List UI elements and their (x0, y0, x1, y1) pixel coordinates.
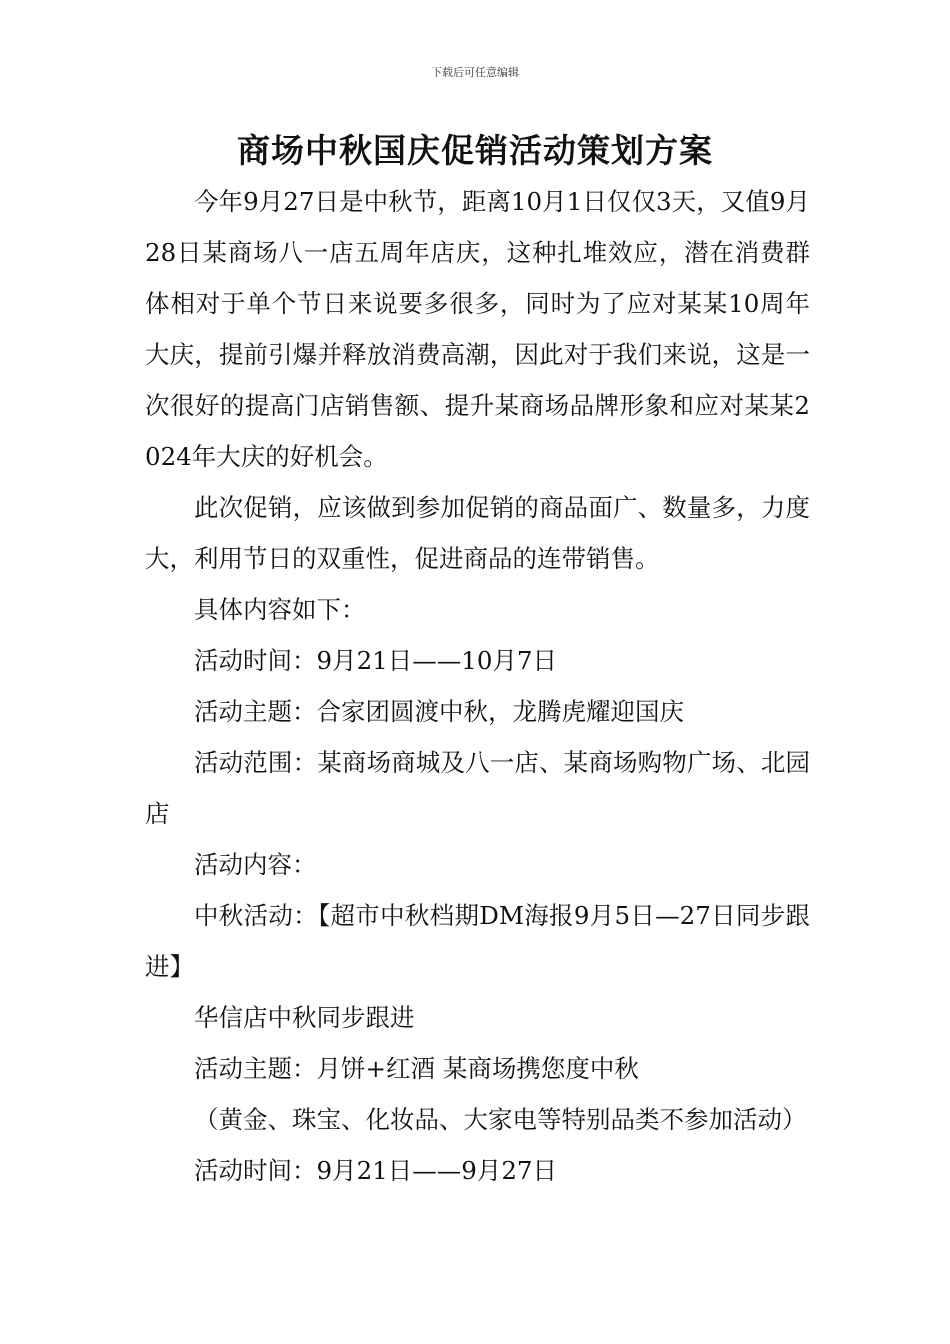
document-body (145, 176, 810, 1196)
document-title: 商场中秋国庆促销活动策划方案 (237, 131, 713, 170)
paragraph-mid-autumn-time: 活动时间：9月21日——9月27日 (194, 1156, 558, 1185)
paragraph-huaxin-store: 华信店中秋同步跟进 (194, 1003, 415, 1032)
paragraph-excluded-categories: （黄金、珠宝、化妆品、大家电等特别品类不参加活动） (194, 1105, 807, 1134)
paragraph-activity-time: 活动时间：9月21日——10月7日 (194, 646, 558, 675)
paragraph-mid-autumn-activity: 中秋活动：【超市中秋档期DM海报9月5日—27日同步跟进】 (145, 901, 810, 981)
paragraph-activity-content: 活动内容： (194, 850, 317, 879)
paragraph-activity-scope: 活动范围：某商场商城及八一店、某商场购物广场、北园店 (145, 748, 810, 828)
paragraph-intro: 今年9月27日是中秋节，距离10月1日仅仅3天，又值9月28日某商场八一店五周年店庆，这种扎堆效应，潜在消费群体相对于单个节日来说要多很多，同时为了应对某某10周年大庆，提前引爆并释放消费高潮，因此对于我们来说，这是一次很好的提高门店销售额、提升某商场品牌形象和应对某某2024年大庆的好机会。 (145, 187, 810, 471)
paragraph-promotion-goal: 此次促销，应该做到参加促销的商品面广、数量多，力度大，利用节日的双重性，促进商品的连带销售。 (145, 493, 810, 573)
paragraph-activity-theme: 活动主题：合家团圆渡中秋，龙腾虎耀迎国庆 (194, 697, 684, 726)
header-note: 下载后可任意编辑 (431, 66, 519, 79)
paragraph-mid-autumn-theme: 活动主题：月饼+红酒 某商场携您度中秋 (194, 1054, 639, 1083)
paragraph-details-heading: 具体内容如下： (194, 595, 366, 624)
